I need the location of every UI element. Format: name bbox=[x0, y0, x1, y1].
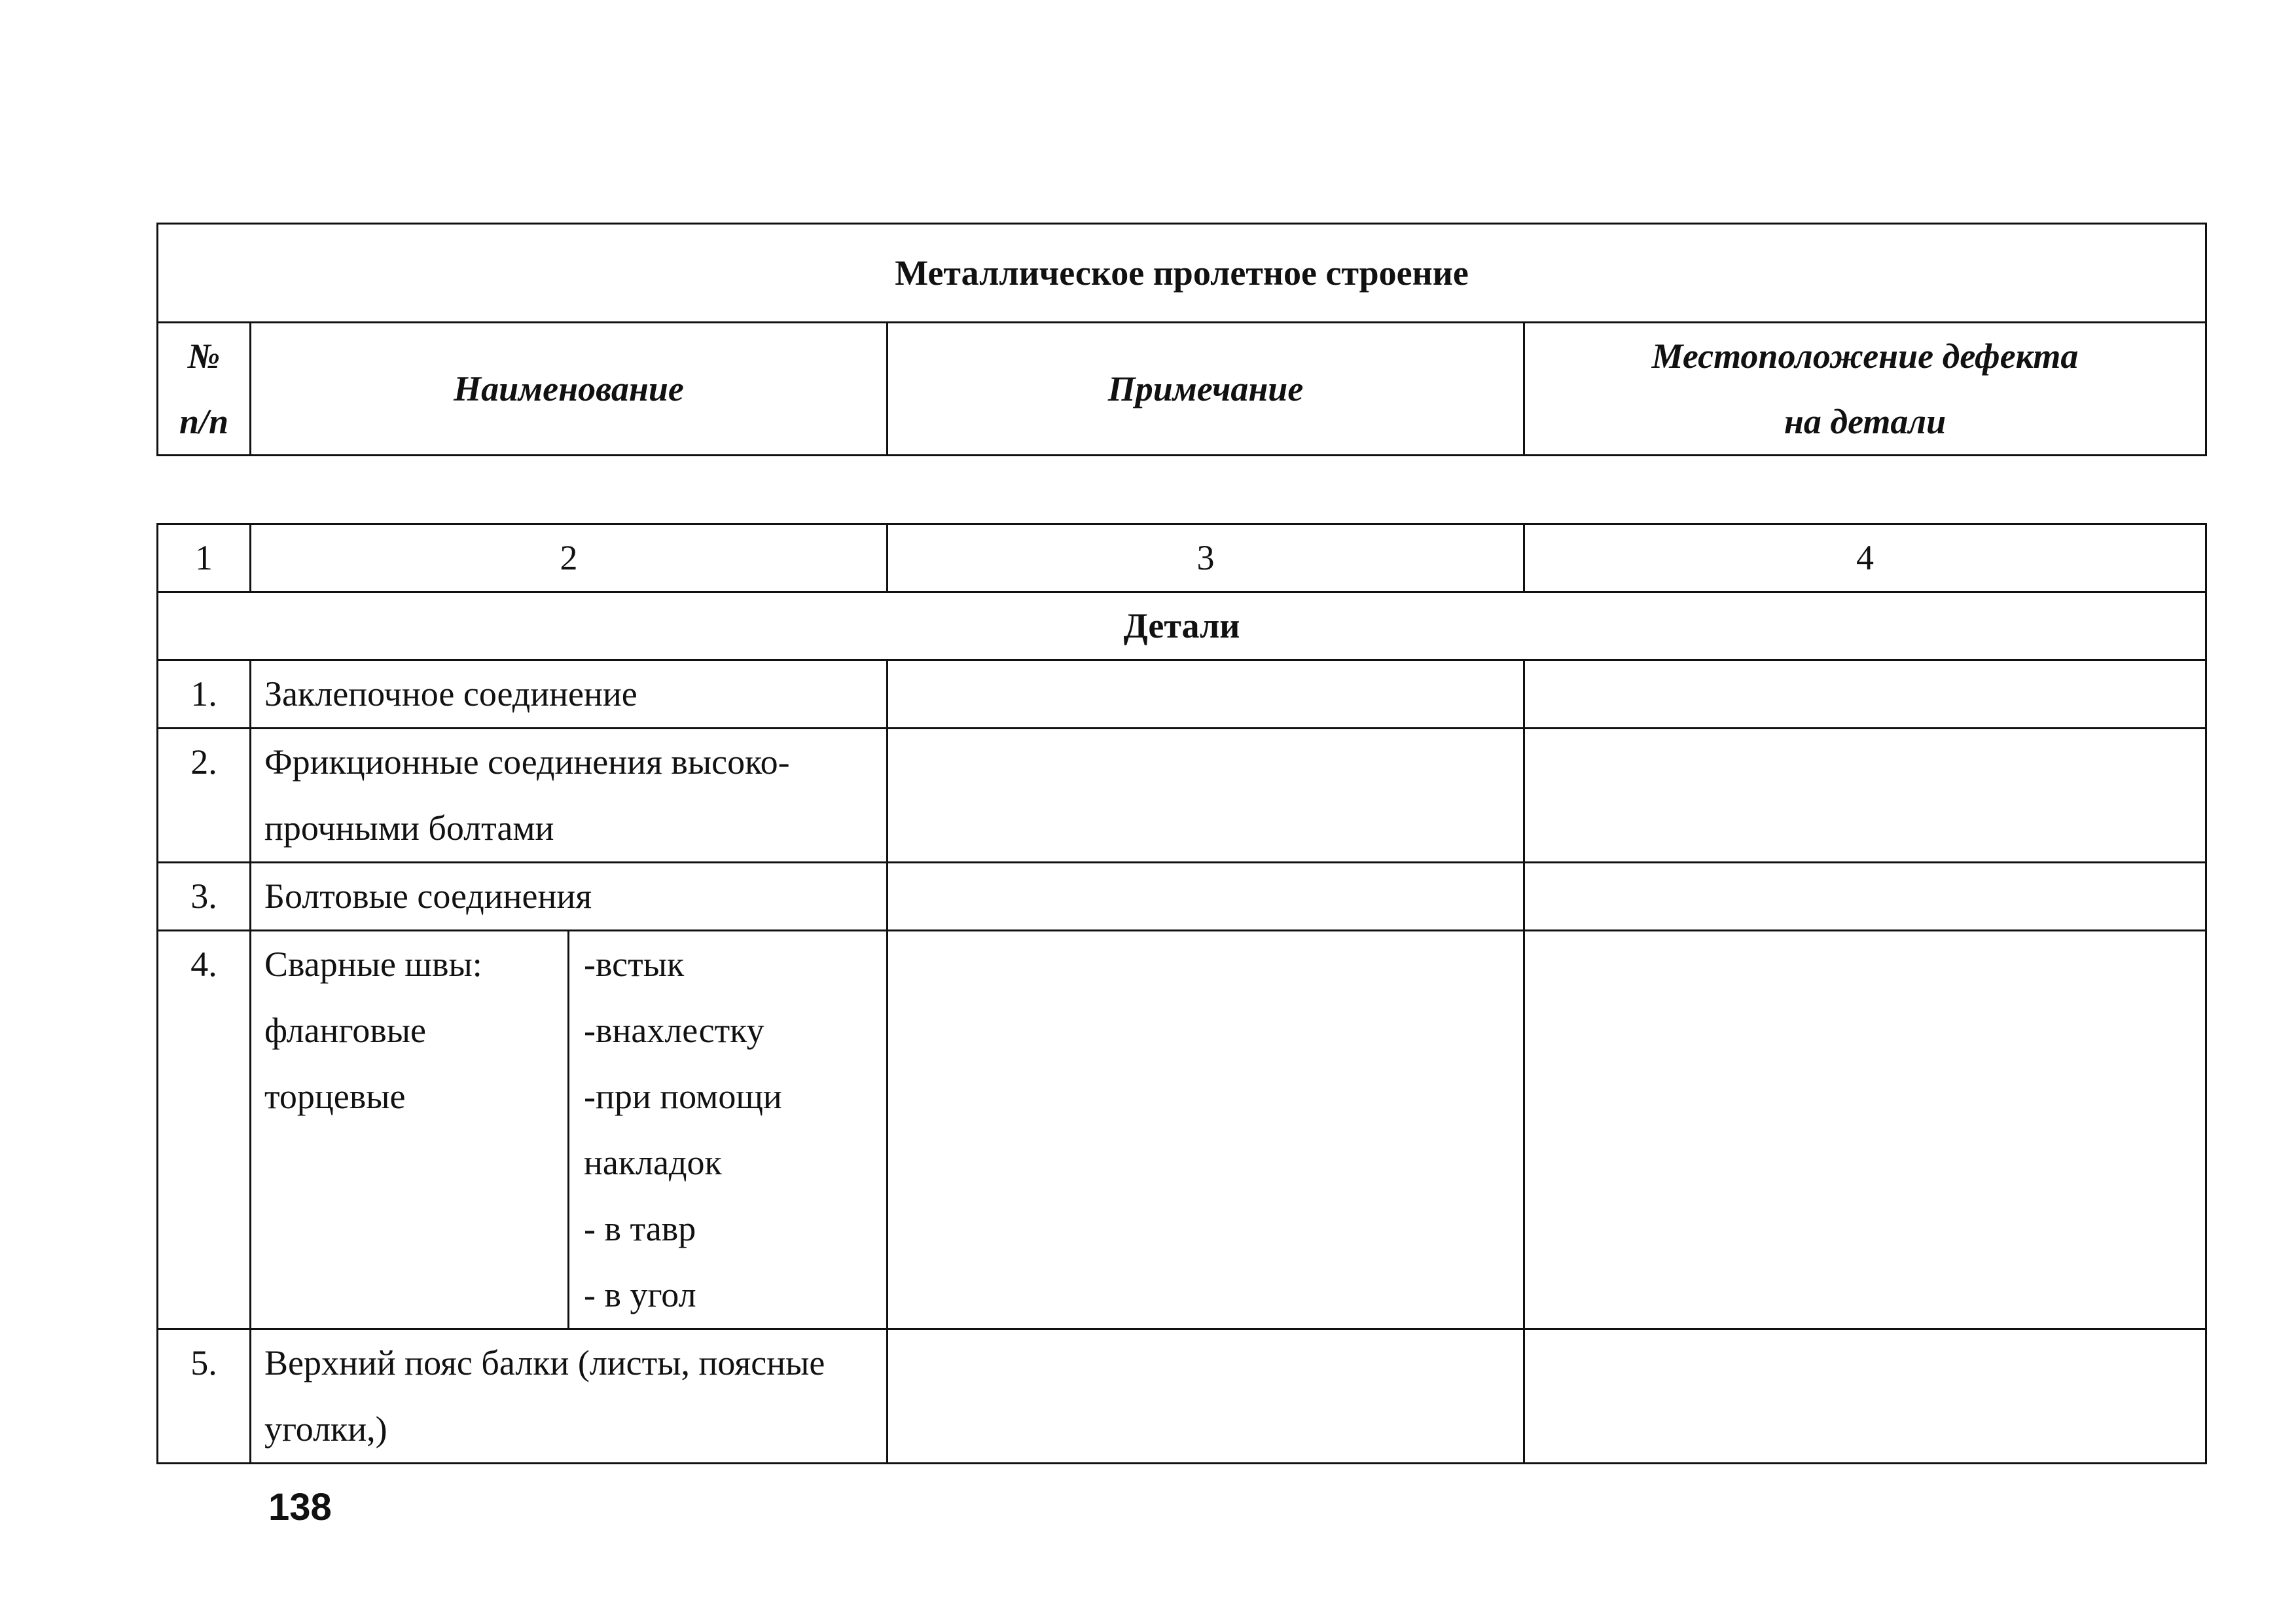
page-number: 138 bbox=[268, 1486, 332, 1528]
row-name bbox=[251, 863, 888, 931]
row-name bbox=[251, 729, 888, 863]
row-number: 2. bbox=[158, 729, 251, 863]
row-name-line: фланговые bbox=[264, 1011, 427, 1050]
table-title: Металлическое пролетное строение bbox=[158, 224, 2206, 323]
column-header-number bbox=[158, 323, 251, 456]
header-table bbox=[156, 223, 2207, 456]
row-name-line: уголки,) bbox=[264, 1409, 387, 1449]
row-note-cell bbox=[888, 729, 1524, 863]
section-title: Детали bbox=[158, 592, 2206, 660]
row-subtypes bbox=[569, 931, 888, 1329]
row-number: 1. bbox=[158, 660, 251, 729]
section-row bbox=[158, 592, 2206, 660]
column-header-number-line2: п/п bbox=[179, 402, 229, 441]
row-number: 3. bbox=[158, 863, 251, 931]
row-note-cell bbox=[888, 931, 1524, 1329]
subtype-line: -внахлестку bbox=[584, 1011, 764, 1050]
column-header-location bbox=[1524, 323, 2206, 456]
column-number: 1 bbox=[158, 524, 251, 592]
column-header-location-line2: на детали bbox=[1784, 402, 1946, 441]
table-row bbox=[158, 1329, 2206, 1464]
row-name bbox=[251, 931, 569, 1329]
row-name-line: Заклепочное соединение bbox=[264, 674, 637, 713]
row-number: 4. bbox=[158, 931, 251, 1329]
subtype-line: -при помощи bbox=[584, 1077, 782, 1116]
column-number: 4 bbox=[1524, 524, 2206, 592]
subtype-line: - в угол bbox=[584, 1275, 696, 1314]
row-name-line: торцевые bbox=[264, 1077, 406, 1116]
row-note-cell bbox=[888, 660, 1524, 729]
defects-table bbox=[156, 523, 2207, 1464]
row-name-line: Сварные швы: bbox=[264, 945, 482, 984]
row-location-cell bbox=[1524, 863, 2206, 931]
table-row bbox=[158, 863, 2206, 931]
row-location-cell bbox=[1524, 1329, 2206, 1464]
column-number: 3 bbox=[888, 524, 1524, 592]
subtype-line: - в тавр bbox=[584, 1209, 696, 1248]
column-header-number-line1: № bbox=[187, 336, 221, 376]
row-location-cell bbox=[1524, 931, 2206, 1329]
table-row bbox=[158, 729, 2206, 863]
table-row bbox=[158, 660, 2206, 729]
column-header-name: Наименование bbox=[251, 323, 888, 456]
row-note-cell bbox=[888, 863, 1524, 931]
row-name-line: прочными болтами bbox=[264, 808, 554, 848]
column-header-note: Примечание bbox=[888, 323, 1524, 456]
row-note-cell bbox=[888, 1329, 1524, 1464]
table-row bbox=[158, 931, 2206, 1329]
row-name-line: Болтовые соединения bbox=[264, 876, 592, 916]
row-location-cell bbox=[1524, 729, 2206, 863]
row-location-cell bbox=[1524, 660, 2206, 729]
row-name-line: Верхний пояс балки (листы, поясные bbox=[264, 1343, 825, 1382]
column-number: 2 bbox=[251, 524, 888, 592]
row-number: 5. bbox=[158, 1329, 251, 1464]
subtype-line: -встык bbox=[584, 945, 685, 984]
row-name bbox=[251, 660, 888, 729]
row-name bbox=[251, 1329, 888, 1464]
subtype-line: накладок bbox=[584, 1143, 722, 1182]
row-name-line: Фрикционные соединения высоко- bbox=[264, 742, 790, 782]
column-header-location-line1: Местоположение дефекта bbox=[1651, 336, 2079, 376]
column-numbers-row bbox=[158, 524, 2206, 592]
